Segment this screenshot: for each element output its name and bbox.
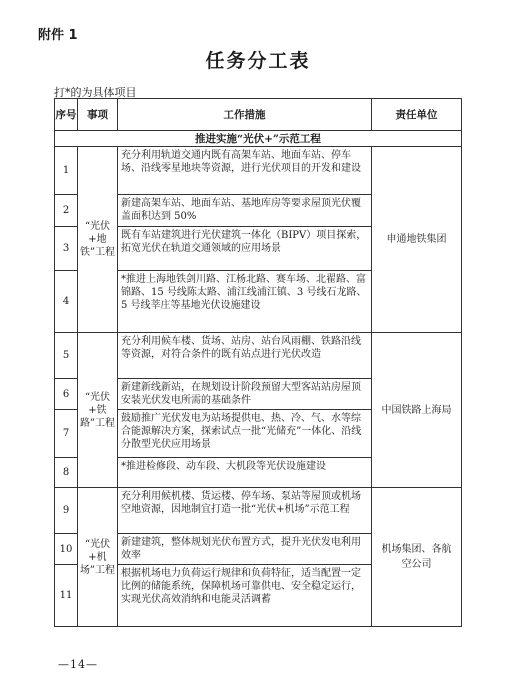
row-number: 9: [55, 488, 78, 534]
row-number: 3: [55, 227, 78, 271]
group-topic: “光伏+机场”工程: [78, 488, 118, 627]
row-number: 11: [55, 565, 78, 627]
row-measure: *推进上海地铁剑川路、江杨北路、赛车场、北翟路、富锦路、15 号线陈太路、浦江线浦江镇、3 号线石龙路、5 号线莘庄等基地光伏设施建设: [118, 271, 372, 333]
row-number: 8: [55, 458, 78, 488]
row-measure: 新建高架车站、地面车站、基地库房等要求屋顶光伏覆盖面积达到 50%: [118, 195, 372, 227]
row-number: 7: [55, 410, 78, 458]
page-title: 任务分工表: [205, 50, 311, 72]
row-number: 5: [55, 333, 78, 379]
col-header-item: 事项: [78, 99, 118, 131]
group-topic: “光伏+铁路”工程: [78, 333, 118, 488]
row-measure: 新建新线新站，在规划设计阶段预留大型客站站房屋顶安装光伏发电所需的基础条件: [118, 379, 372, 410]
col-header-measure: 工作措施: [118, 99, 372, 131]
row-measure: *推进检修段、动车段、大机段等光伏设施建设: [118, 458, 372, 488]
col-header-unit: 责任单位: [372, 99, 462, 131]
attachment-label: 附件 1: [38, 28, 78, 43]
section-row: [55, 131, 462, 147]
row-measure: 鼓励推广光伏发电为站场提供电、热、冷、气、水等综合能源解决方案，探索试点一批“光储充”一体化、沿线分散型光伏应用场景: [118, 410, 372, 458]
row-measure: 新建建筑，整体规划光伏布置方式，提升光伏发电利用效率: [118, 534, 372, 565]
table-header-row: [55, 99, 462, 131]
section-title: 推进实施“光伏+”示范工程: [55, 131, 462, 147]
table-row: [55, 147, 462, 195]
row-measure: 充分利用候车楼、货场、站房、站台风雨棚、铁路沿线等资源，对符合条件的既有站点进行光伏改造: [118, 333, 372, 379]
table-note: 打*的为具体项目: [54, 86, 137, 99]
row-number: 4: [55, 271, 78, 333]
group-topic: “光伏+地铁”工程: [78, 147, 118, 333]
page-number: —14—: [58, 658, 98, 671]
table-row: [55, 488, 462, 534]
row-measure: 根据机场电力负荷运行规律和负荷特征，适当配置一定比例的储能系统，保障机场可靠供电、安全稳定运行，实现光伏高效消纳和电能灵活调蓄: [118, 565, 372, 627]
row-number: 2: [55, 195, 78, 227]
row-number: 6: [55, 379, 78, 410]
row-number: 1: [55, 147, 78, 195]
table-row: [55, 333, 462, 379]
col-header-no: 序号: [55, 99, 78, 131]
group-unit: 申通地铁集团: [372, 147, 462, 333]
task-table: [54, 98, 462, 627]
row-measure: 既有车站建筑进行光伏建筑一体化（BIPV）项目探索，拓宽光伏在轨道交通领域的应用场景: [118, 227, 372, 271]
group-unit: 中国铁路上海局: [372, 333, 462, 488]
group-unit: 机场集团、各航空公司: [372, 488, 462, 627]
row-number: 10: [55, 534, 78, 565]
row-measure: 充分利用轨道交通内既有高架车站、地面车站、停车场、沿线零星地块等资源，进行光伏项目的开发和建设: [118, 147, 372, 195]
row-measure: 充分利用候机楼、货运楼、停车场、泵站等屋顶或机场空地资源，因地制宜打造一批“光伏+机场”示范工程: [118, 488, 372, 534]
